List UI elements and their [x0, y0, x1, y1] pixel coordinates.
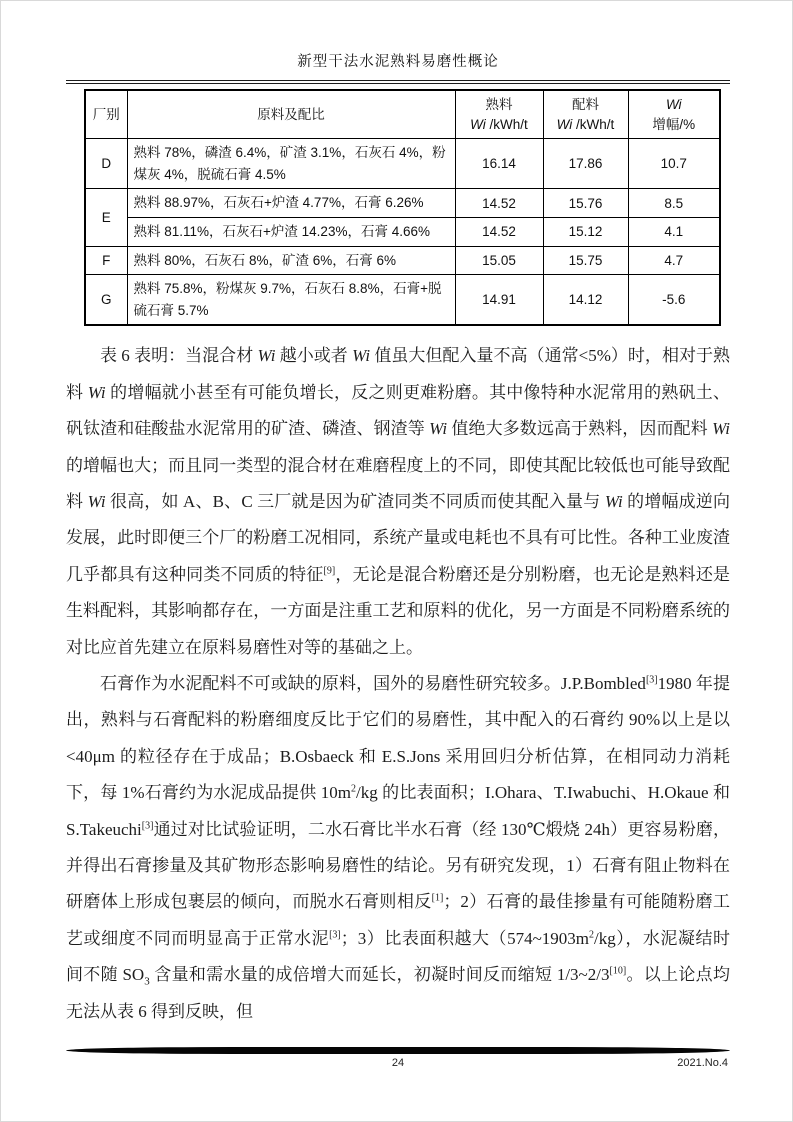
cell-mix: 熟料 80%，石灰石 8%，矿渣 6%，石膏 6%	[127, 246, 455, 275]
text-segment: 越小或者	[275, 346, 353, 366]
col-header-increase	[628, 90, 720, 139]
cell-factory: D	[85, 139, 127, 189]
text-segment: Wi	[712, 419, 731, 439]
header-rule	[66, 80, 730, 84]
text-segment: 表 6 表明：当混合材	[100, 346, 258, 366]
text-segment: ，无论是混合粉磨还是分别粉磨，也无论是熟料还是生料配料，其影响都存在，一方面是注重工艺和原料的优化，另一方面是不同粉磨系统的对比应首先建立在原料易磨性对等的基础之上。	[66, 564, 731, 657]
text-segment: Wi	[604, 491, 623, 511]
text-segment: 很高，如 A、B、C 三厂就是因为矿渣同类不同质而使其配入量与	[105, 491, 605, 511]
col-header-clinker-unit	[458, 115, 541, 135]
text-segment: Wi	[665, 97, 682, 112]
text-segment: Wi	[257, 346, 276, 366]
text-segment: 值绝大多数远高于熟料，因而配料	[447, 419, 713, 439]
cell-mix: 熟料 75.8%，粉煤灰 9.7%，石灰石 8.8%，石膏+脱硫石膏 5.7%	[127, 275, 455, 326]
col-header-batch-unit	[546, 115, 626, 135]
col-header-mix: 原料及配比	[127, 90, 455, 139]
text-segment: Wi	[470, 116, 486, 132]
text-segment: ；3）比表面积越大（574~1903m	[340, 928, 590, 948]
text-segment: [3]	[329, 929, 341, 941]
text-segment: [3]	[645, 674, 658, 686]
text-segment: Wi	[556, 116, 573, 132]
text-segment: /kg 的比表面积；I.Ohara、T.Iwabuchi、H.Okaue 和 S.Takeuchi	[66, 783, 730, 839]
paragraph-1	[66, 338, 730, 666]
cell-wi-increase: -5.6	[628, 275, 720, 326]
text-segment: Wi	[87, 382, 106, 402]
cell-wi-increase: 8.5	[628, 189, 720, 218]
table-row	[85, 275, 720, 326]
table-row	[85, 217, 720, 246]
cell-clinker-wi: 14.91	[455, 275, 543, 326]
col-header-batch	[543, 90, 628, 139]
text-segment: [3]	[141, 819, 154, 831]
cell-batch-wi: 15.76	[543, 189, 628, 218]
text-segment: [1]	[431, 892, 444, 904]
text-segment: 通过对比试验证明，二水石膏比半水石膏（经 130℃煅烧 24h）更容易粉磨，并得出石膏掺量及其矿物形态影响易磨性的结论。另有研究发现，1）石膏有阻止物料在研磨体上形成包裹层的倾向，而脱水石膏则相反	[66, 819, 730, 912]
paragraph-2	[66, 666, 730, 1030]
text-segment: 的增幅成逆向发展，此时即便三个厂的粉磨工况相同，系统产量或电耗也不具有可比性。各种工业废渣几乎都具有这种同类不同质的特征	[66, 491, 731, 584]
text-segment: 2	[351, 783, 357, 795]
cell-batch-wi: 15.12	[543, 217, 628, 246]
cell-factory: E	[85, 189, 127, 246]
page-content	[66, 1, 730, 1030]
table-body	[85, 139, 720, 326]
table-row	[85, 189, 720, 218]
text-segment: Wi	[429, 419, 448, 439]
cell-factory: F	[85, 246, 127, 275]
col-header-clinker-label: 熟料	[485, 97, 513, 112]
cell-mix: 熟料 78%，磷渣 6.4%，矿渣 3.1%，石灰石 4%，粉煤灰 4%，脱硫石膏 4.5%	[127, 139, 455, 189]
text-segment: /kWh/t	[485, 116, 528, 132]
text-segment: 的增幅就小甚至有可能负增长，反之则更难粉磨。其中像特种水泥常用的熟矾土、矾钛渣和硅酸盐水泥常用的矿渣、磷渣、钢渣等	[66, 382, 731, 439]
table-row	[85, 139, 720, 189]
text-segment: 。以上论点均无法从表 6 得到反映，但	[66, 965, 730, 1021]
cell-mix: 熟料 81.11%，石灰石+炉渣 14.23%，石膏 4.66%	[127, 217, 455, 246]
text-segment: 含量和需水量的成倍增大而延长，初凝时间反而缩短 1/3~2/3	[149, 965, 610, 985]
col-header-clinker	[455, 90, 543, 139]
text-segment: 3	[144, 975, 150, 988]
table-header-row	[85, 90, 720, 139]
text-segment: 2	[589, 929, 595, 941]
issue-label: 2021.No.4	[677, 1057, 728, 1069]
col-header-increase-label	[631, 95, 718, 115]
body-text	[66, 338, 730, 1030]
col-header-factory: 厂别	[85, 90, 127, 139]
text-segment: 1980 年提出，熟料与石膏配料的粉磨细度反比于它们的易磨性，其中配入的石膏约 90%以上是以<40μm 的粒径存在于成品；B.Osbaeck 和 E.S.Jons 采用回归分析估算，在相同动力消耗下，每 1%石膏约为水泥成品提供 10m	[66, 673, 731, 803]
col-header-batch-label: 配料	[572, 97, 599, 112]
footer-rule	[66, 1047, 730, 1054]
footer-row	[66, 1057, 730, 1073]
text-segment: [9]	[323, 565, 336, 577]
cell-wi-increase: 4.7	[628, 246, 720, 275]
text-segment: /kWh/t	[572, 116, 615, 132]
text-segment: ；2）石膏的最佳掺量有可能随粉磨工艺或细度不同而明显高于正常水泥	[66, 892, 731, 948]
text-segment: /kg），水泥凝结时间不随 SO	[66, 928, 731, 985]
cell-clinker-wi: 14.52	[455, 189, 543, 218]
text-segment: Wi	[87, 491, 106, 511]
cell-mix: 熟料 88.97%，石灰石+炉渣 4.77%，石膏 6.26%	[127, 189, 455, 218]
cell-wi-increase: 4.1	[628, 217, 720, 246]
text-segment: Wi	[352, 346, 371, 366]
col-header-increase-unit: 增幅/%	[652, 116, 696, 132]
cell-clinker-wi: 16.14	[455, 139, 543, 189]
cell-clinker-wi: 14.52	[455, 217, 543, 246]
text-segment: [10]	[609, 965, 627, 977]
cell-batch-wi: 17.86	[543, 139, 628, 189]
cell-batch-wi: 14.12	[543, 275, 628, 326]
text-segment: 值虽大但配入量不高（通常<5%）时，相对于熟料	[66, 346, 731, 402]
text-segment: 石膏作为水泥配料不可或缺的原料，国外的易磨性研究较多。J.P.Bombled	[100, 673, 646, 693]
cell-clinker-wi: 15.05	[455, 246, 543, 275]
text-segment: 的增幅也大；而且同一类型的混合材在难磨程度上的不同，即使其配比较低也可能导致配料	[66, 455, 730, 511]
cell-batch-wi: 15.75	[543, 246, 628, 275]
page-number: 24	[391, 1057, 405, 1069]
grindability-table	[84, 89, 721, 326]
page-footer	[66, 1047, 730, 1073]
table-row	[85, 246, 720, 275]
cell-factory: G	[85, 275, 127, 326]
cell-wi-increase: 10.7	[628, 139, 720, 189]
page-header-title: 新型干法水泥熟料易磨性概论	[297, 54, 499, 70]
